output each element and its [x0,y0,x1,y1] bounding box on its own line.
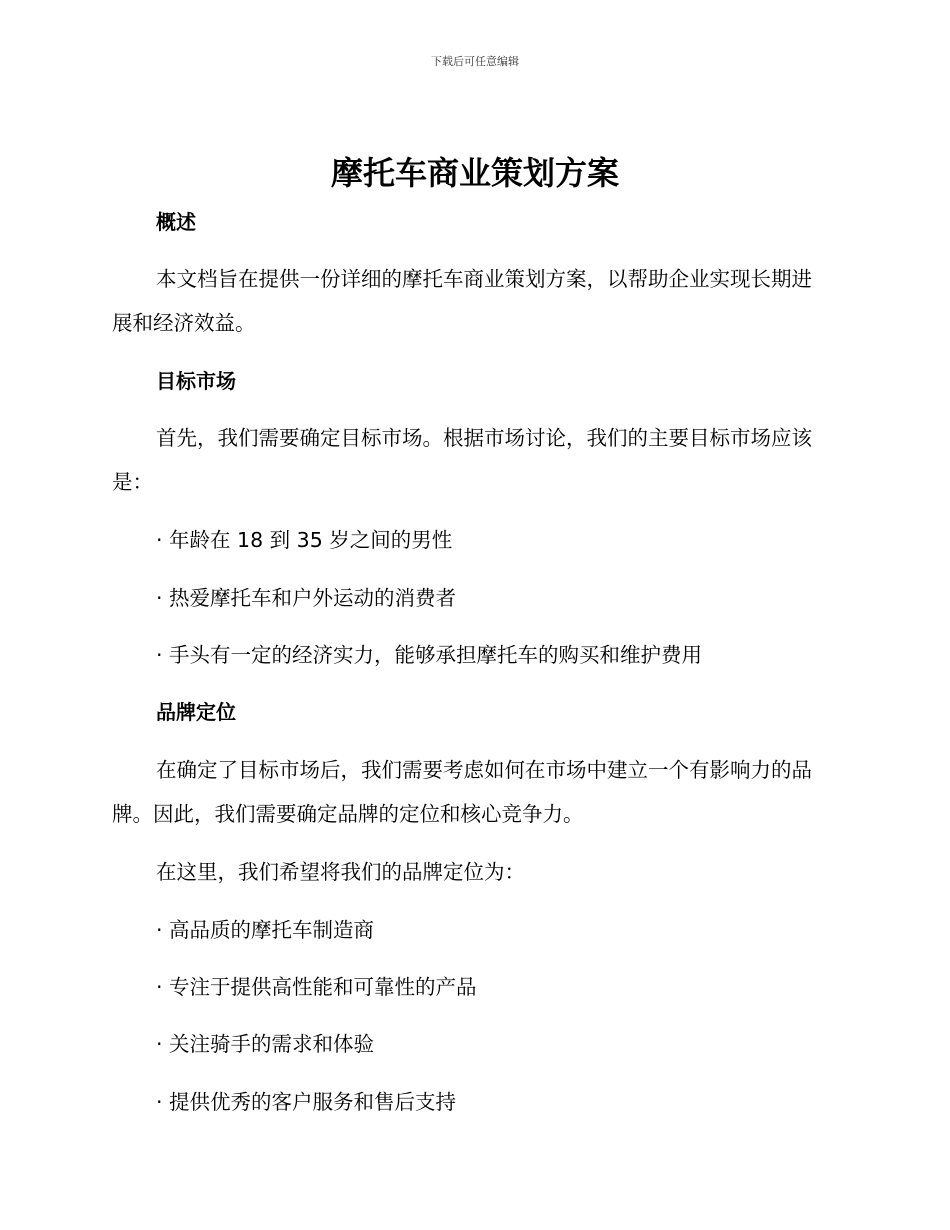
brand-positioning-bullet: · 关注骑手的需求和体验 [156,1032,375,1056]
brand-positioning-paragraph: 在确定了目标市场后，我们需要考虑如何在市场中建立一个有影响力的品牌。因此，我们需要确定品牌的定位和核心竞争力。 [112,758,812,826]
brand-positioning-bullet: · 提供优秀的客户服务和售后支持 [156,1090,457,1114]
section-heading-overview: 概述 [156,210,196,234]
overview-paragraph: 本文档旨在提供一份详细的摩托车商业策划方案，以帮助企业实现长期进展和经济效益。 [112,267,812,335]
section-heading-brand-positioning: 品牌定位 [156,700,236,724]
brand-positioning-paragraph: 在这里，我们希望将我们的品牌定位为： [156,860,525,884]
brand-positioning-bullet: · 高品质的摩托车制造商 [156,918,375,942]
target-market-paragraph: 首先，我们需要确定目标市场。根据市场讨论，我们的主要目标市场应该是： [112,426,812,494]
section-heading-target-market: 目标市场 [156,369,236,393]
brand-positioning-bullet: · 专注于提供高性能和可靠性的产品 [156,975,477,999]
target-market-bullet: · 年龄在 18 到 35 岁之间的男性 [156,528,453,552]
document-title: 摩托车商业策划方案 [330,154,619,192]
target-market-bullet: · 热爱摩托车和户外运动的消费者 [156,586,457,610]
target-market-bullet: · 手头有一定的经济实力，能够承担摩托车的购买和维护费用 [156,643,703,667]
header-note: 下载后可任意编辑 [431,55,519,68]
